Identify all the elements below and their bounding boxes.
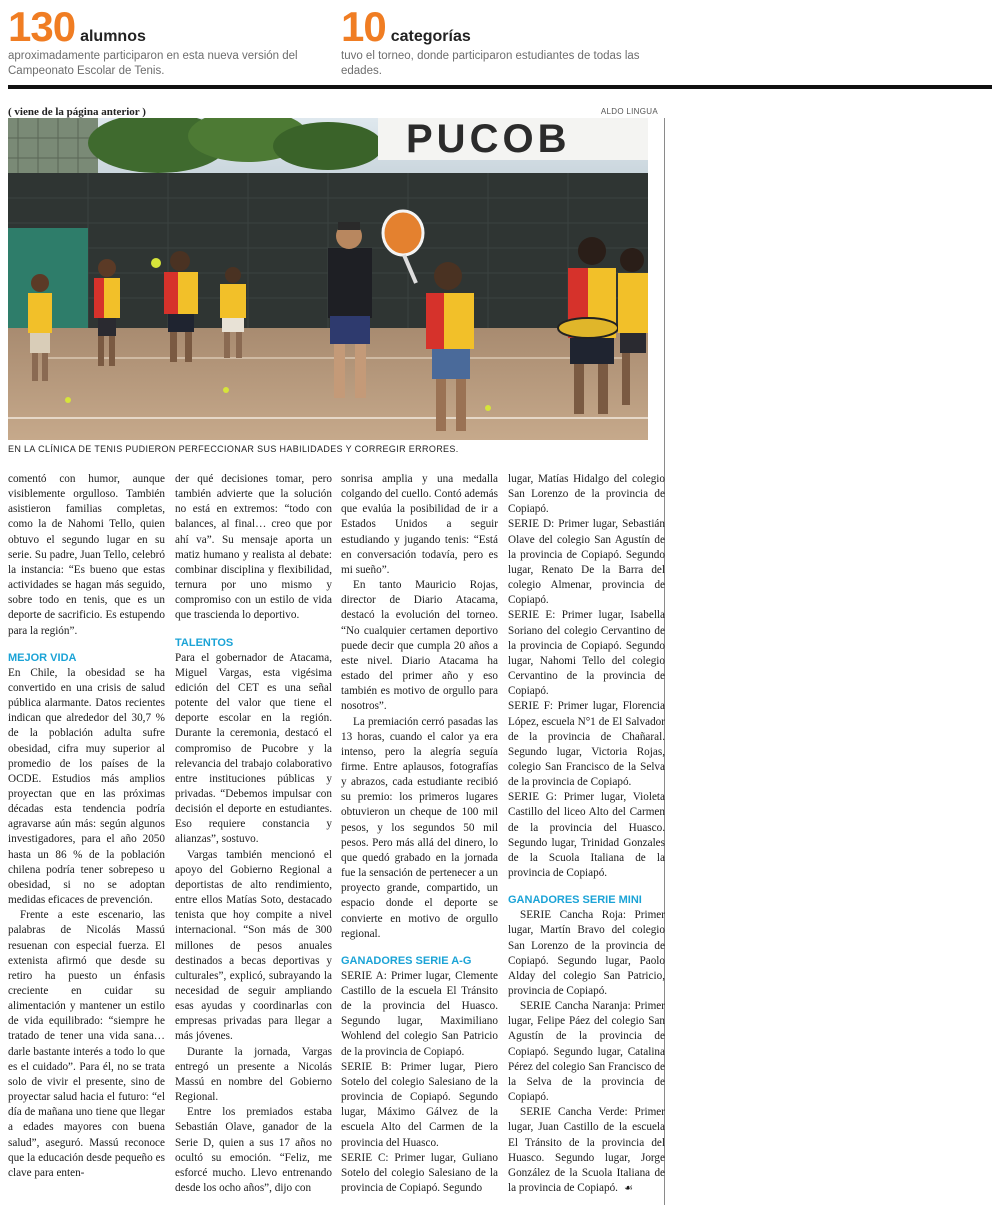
stat-description: aproximadamente participaron en esta nueva versión del Campeonato Escolar de Tenis.	[8, 50, 298, 77]
article-paragraph: SERIE F: Primer lugar, Florencia López, escuela N°1 de El Salvador de la provincia de Chañaral. Segundo lugar, Victoria Rojas, colegio San Francisco de la Selva de la provincia de Copiapó.	[508, 700, 665, 789]
header-rule	[8, 85, 992, 89]
article-paragraph: Entre los premiados estaba Sebastián Olave, ganador de la Serie D, quien a sus 17 años no ocultó su emoción. “Feliz, me esforcé mucho. Llevo entrenando desde los ocho años”, dijo con	[175, 1106, 332, 1195]
article-paragraph: SERIE B: Primer lugar, Piero Sotelo del colegio Salesiano de la provincia de Copiapó. Segundo lugar, Máximo Gálvez de la escuela Alto del Carmen de la provincia del Huasco.	[341, 1060, 498, 1149]
stats-bar	[8, 3, 992, 86]
stat-categories	[341, 3, 661, 79]
article-paragraph: der qué decisiones tomar, pero también advierte que la solución no está en extremos: “todo con balances, al final… creo que por ahí va”. Su mensaje aporta un matiz humano y realista al debate: combinar disciplina y flexibilidad, ternura por uno mismo y compromiso con un estilo de vida que trascienda lo deportivo.	[175, 473, 332, 622]
article-column-1	[8, 472, 165, 1181]
article-paragraph: comentó con humor, aunque visiblemente orgulloso. También asistieron familias completas, como la de Nahomi Tello, quien obtuvo el segundo lugar en su serie. Su padre, Juan Tello, celebró la instancia: “Es bueno que estas actividades se hagan más seguido, sobre todo en tenis, que es un deporte de sacrificio. Es estupendo para la región”.	[8, 473, 165, 637]
article-paragraph: La premiación cerró pasadas las 13 horas, cuando el calor ya era intenso, pero la alegría seguía firme. Entre aplausos, fotografías y abrazos, cada estudiante recibió su premio: los primeros lugares obtuvieron un cheque de 100 mil pesos, y los segundos 50 mil pesos. Pero más allá del dinero, lo que quedó grabado en la jornada fue la sensación de pertenecer a un proyecto grande, compartido, un espacio donde el deporte se convierte en motivo de orgullo regional.	[341, 715, 498, 940]
article-paragraph: En Chile, la obesidad se ha convertido en una crisis de salud pública alarmante. Datos recientes indican que alrededor del 30,7 % de la población adulta sufre obesidad, cifra muy superior al promedio de los países de la OCDE. Estudios más amplios proyectan que en las próximas décadas esta tendencia podría agravarse aún más: según algunos investigadores, para el año 2050 hasta un 86 % de la población chilena podría tener sobrepeso u obesidad, si no se adoptan medidas eficaces de prevención.	[8, 666, 165, 907]
article-paragraph: sonrisa amplia y una medalla colgando del cuello. Contó además que evalúa la posibilidad de ir a Estados Unidos a seguir estudiando y jugando tenis: “Está en conversación todavía, pero es mi sueño”.	[341, 473, 498, 576]
article-column-2	[175, 472, 332, 1196]
section-heading: TALENTOS	[175, 636, 234, 649]
section-heading: GANADORES SERIE MINI	[508, 894, 642, 907]
article-paragraph: Frente a este escenario, las palabras de Nicolás Massú resuenan con especial fuerza. El extenista afirmó que desde su retiro ha puesto un énfasis creciente en cuidar su alimentación y mantener un estilo de vida equilibrado: “siempre he tratado de tener una vida sana… darle bastante interés a todo lo que es el cuidado”. Para él, no se trata solo de vivir el presente, sino de proyectar salud hacia el futuro: “el día de mañana uno tiene que llegar a edades mayores con buena salud”, aseguró. Massú reconoce que la educación desde pequeño es clave para enten-	[8, 909, 165, 1179]
stat-word: alumnos	[80, 28, 146, 45]
article-paragraph: SERIE Cancha Naranja: Primer lugar, Felipe Páez del colegio San Agustín de la provincia de Copiapó. Segundo lugar, Catalina Pérez del colegio San Francisco de la Selva de la provincia de Copiapó.	[508, 1000, 665, 1104]
article-paragraph: SERIE G: Primer lugar, Violeta Castillo del liceo Alto del Carmen de la provincia del Huasco. Segundo lugar, Trinidad Gonzales de la Scuola Italiana de la provincia de Copiapó.	[508, 791, 665, 880]
article-paragraph: SERIE Cancha Verde: Primer lugar, Juan Castillo de la escuela El Tránsito de la provincia del Huasco. Segundo lugar, Jorge González de la Scuola Italiana de la provincia de Copiapó. ☙	[508, 1106, 665, 1195]
article-paragraph: SERIE E: Primer lugar, Isabella Soriano del colegio Cervantino de la provincia de Copiapó. Segundo lugar, Nahomi Tello del colegio Cervantino de la provincia de Copiapó.	[508, 609, 665, 698]
pucobre-banner-text: PUCOB	[406, 118, 571, 161]
stat-description: tuvo el torneo, donde participaron estudiantes de todas las edades.	[341, 50, 640, 77]
stat-number: 10	[341, 3, 386, 50]
photo-caption: EN LA CLÍNICA DE TENIS PUDIERON PERFECCIONAR SUS HABILIDADES Y CORREGIR ERRORES.	[8, 444, 459, 454]
section-heading: MEJOR VIDA	[8, 651, 77, 664]
photo-credit: ALDO LINGUA	[600, 107, 658, 116]
section-heading: GANADORES SERIE A-G	[341, 954, 472, 967]
article-paragraph: SERIE A: Primer lugar, Clemente Castillo de la escuela El Tránsito de la provincia del Huasco. Segundo lugar, Maximiliano Wohlend del colegio San Patricio de la provincia de Copiapó.	[341, 969, 498, 1058]
article-paragraph: Durante la jornada, Vargas entregó un presente a Nicolás Massú en nombre del Gobierno Regional.	[175, 1045, 332, 1104]
stat-word: categorías	[390, 28, 471, 45]
article-paragraph: SERIE C: Primer lugar, Guliano Sotelo del colegio Salesiano de la provincia de Copiapó. Segundo	[341, 1151, 498, 1195]
end-of-article-mark: ☙	[623, 1183, 633, 1195]
article-paragraph: SERIE D: Primer lugar, Sebastián Olave del colegio San Agustín de la provincia de Copiapó. Segundo lugar, Renato De la Barra del colegio Almenar, provincia de Copiapó.	[508, 518, 665, 607]
article-paragraph: Para el gobernador de Atacama, Miguel Vargas, esta vigésima edición del CET es una señal potente del valor que tiene el deporte escolar en la región. Durante la ceremonia, destacó el compromiso de Pucobre y la relevancia del trabajo colaborativo entre instituciones públicas y privadas. “Debemos impulsar con decisión el deporte en estudiantes. Eso requiere constancia y alianzas”, sostuvo.	[175, 651, 332, 846]
article-column-3	[341, 472, 498, 1196]
article-column-4	[508, 472, 665, 1196]
article-paragraph: SERIE Cancha Roja: Primer lugar, Martín Bravo del colegio San Lorenzo de la provincia de Copiapó. Segundo lugar, Paolo Alday del colegio San Patricio, provincia de Copiapó.	[508, 909, 665, 997]
tennis-clinic-photo	[8, 118, 648, 440]
continued-kicker: ( viene de la página anterior )	[8, 106, 146, 118]
article-paragraph: En tanto Mauricio Rojas, director de Diario Atacama, destacó la evolución del torneo. “No cualquier certamen deportivo puede decir que cumpla 20 años a este nivel. Diario Atacama ha estado del primer año y eso también es motivo de orgullo para nosotros”.	[341, 579, 498, 713]
article-paragraph: lugar, Matías Hidalgo del colegio San Lorenzo de la provincia de Copiapó.	[508, 473, 665, 516]
article-paragraph: Vargas también mencionó el apoyo del Gobierno Regional a deportistas de alto rendimiento, entre ellos Matías Soto, destacado tenista que hoy compite a nivel internacional. “Son más de 300 millones de pesos anuales destinados a becas deportivas y culturales”, explicó, subrayando la necesidad de seguir ampliando esas ayudas y coordinarlas con empresas privadas para llegar a más jóvenes.	[175, 848, 332, 1043]
stat-number: 130	[8, 3, 76, 50]
stat-students	[8, 3, 328, 79]
